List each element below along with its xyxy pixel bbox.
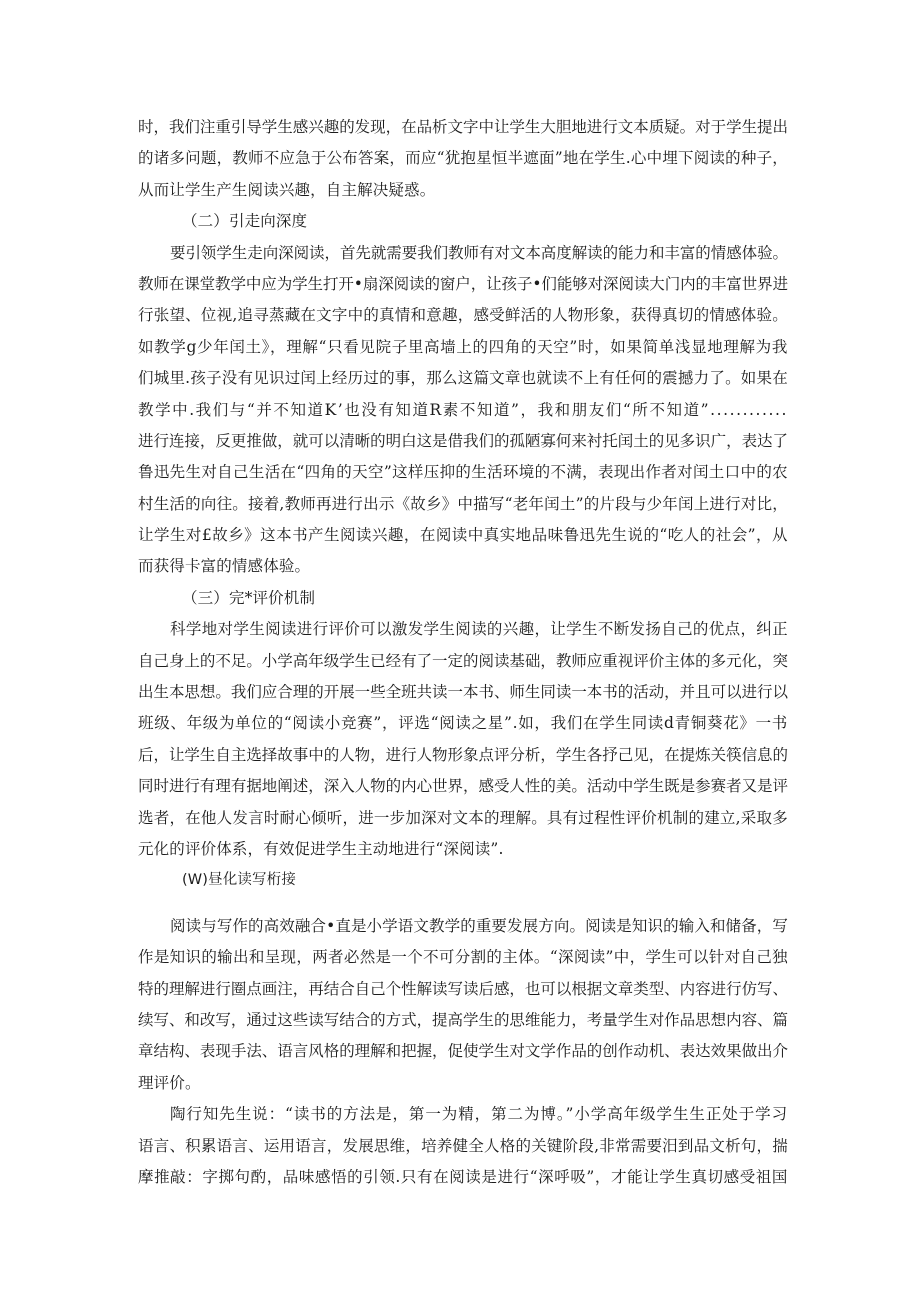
text-line: 班级、年级为单位的“阅读小竞赛”，评选“阅读之星”.如，我们在学生同读d青铜葵花》一书 [138, 714, 788, 733]
text-line: 章结构、表现手法、语言风格的理解和把握，促使学生对文学作品的创作动机、表达效果做出介 [138, 1042, 788, 1061]
document-page [138, 112, 788, 1193]
text-line: 如教学g少年闰土》，理解“只看见院子里高墙上的四角的天空”时，如果简单浅显地理解为我 [138, 337, 788, 356]
text-line: 行张望、位视,追寻蒸藏在文字中的真情和意趣，感受鲜活的人物形象，获得真切的情感体验。 [138, 306, 788, 325]
text-line: 出生本思想。我们应合理的开展一些全班共读一本书、师生同读一本书的活动，并且可以进行以 [138, 683, 788, 702]
text-line: 进行连接，反更推做，就可以清晰的明白这是借我们的孤陋寡何来衬托闰土的见多识广，表达了 [138, 431, 788, 450]
text-line: 陶行知先生说：“读书的方法是，第一为精，第二为博。”小学高年级学生生正处于学习 [170, 1105, 788, 1124]
text-line: 理评价。 [138, 1073, 201, 1092]
text-line: 让学生对£故乡》这本书产生阅读兴趣，在阅读中真实地品味鲁迅先生说的“吃人的社会”，从 [138, 526, 788, 545]
text-line: 而获得卡富的情感体验。 [138, 557, 311, 576]
text-line: 村生活的向往。接着,教师再进行出示《故乡》中描写“老年闰土”的片段与少年闰上进行对比， [138, 494, 788, 513]
text-line: 的诸多问题，教师不应急于公布答案，而应“犹抱星恒半遮面”地在学生.心中埋下阅读的种子， [138, 149, 788, 168]
text-line: 摩推敲：字掷句酌，品味感悟的引领.只有在阅读是进行“深呼吸”，才能让学生真切感受祖国 [138, 1167, 788, 1186]
text-line: 自己身上的不足。小学高年级学生已经有了一定的阅读基础，教师应重视评价主体的多元化，突 [138, 651, 788, 670]
text-line: 科学地对学生阅读进行评价可以激发学生阅读的兴趣，让学生不断发扬自己的优点，纠正 [170, 620, 788, 639]
text-line: 教学中.我们与“并不知道K’也没有知道R素不知道”，我和朋友们“所不知道”............ [138, 400, 788, 419]
section-heading: （二）引走向深度 [182, 212, 308, 231]
section-heading: (W)昼化读写桁接 [182, 872, 297, 889]
text-line: 时，我们注重引导学生感兴趣的发现，在品析文字中让学生大胆地进行文本质疑。对于学生提出 [138, 118, 788, 136]
text-line: 作是知识的输出和呈现，两者必然是一个不可分割的主体。“深阅读”中，学生可以针对自己独 [138, 948, 788, 967]
text-line: 选者，在他人发言时耐心倾听，进一步加深对文本的理解。具有过程性评价机制的建立,采取多 [138, 808, 788, 827]
text-line: 教师在课堂教学中应为学生打开•扇深阅读的窗户，让孩子•们能够对深阅读大门内的丰富世界进 [138, 274, 788, 293]
text-line: 阅读与写作的高效融合•直是小学语文教学的重要发展方向。阅读是知识的输入和储备，写 [170, 916, 788, 935]
text-line: 元化的评价体系，有效促进学生主动地进行“深阅读”. [138, 839, 504, 858]
text-line: 要引领学生走向深阅读，首先就需要我们教师有对文本高度解读的能力和丰富的情感体验。 [170, 243, 788, 262]
text-line: 同时进行有理有据地阐述，深入人物的内心世界，感受人性的美。活动中学生既是参赛者又是评 [138, 777, 788, 796]
paragraph-gap [138, 897, 788, 911]
text-line: 续写、和改写，通过这些读写结合的方式，提高学生的思维能力，考量学生对作品思想内容、篇 [138, 1010, 788, 1029]
text-line: 们城里.孩子没有见识过闰上经历过的事，那么这篇文章也就读不上有任何的震撼力了。如果在 [138, 369, 788, 388]
section-heading: （三）完*评价机制 [182, 588, 316, 607]
text-line: 特的理解进行圈点画注，再结合自己个性解读写读后感，也可以根据文章类型、内容进行仿写、 [138, 979, 788, 998]
text-line: 后，让学生自主选择故事中的人物，进行人物形象点评分析，学生各抒己见，在提炼关筷信息的 [138, 745, 788, 764]
text-line: 鲁迅先生对自己生活在“四角的天空”这样压抑的生活环境的不满，表现出作者对闰土口中的农 [138, 463, 788, 482]
text-line: 从而让学生产生阅读兴趣，自主解决疑惑。 [138, 180, 436, 199]
text-line: 语言、积累语言、运用语言，发展思维，培养健全人格的关键阶段,非常需要汨到品文析句，揣 [138, 1136, 788, 1155]
